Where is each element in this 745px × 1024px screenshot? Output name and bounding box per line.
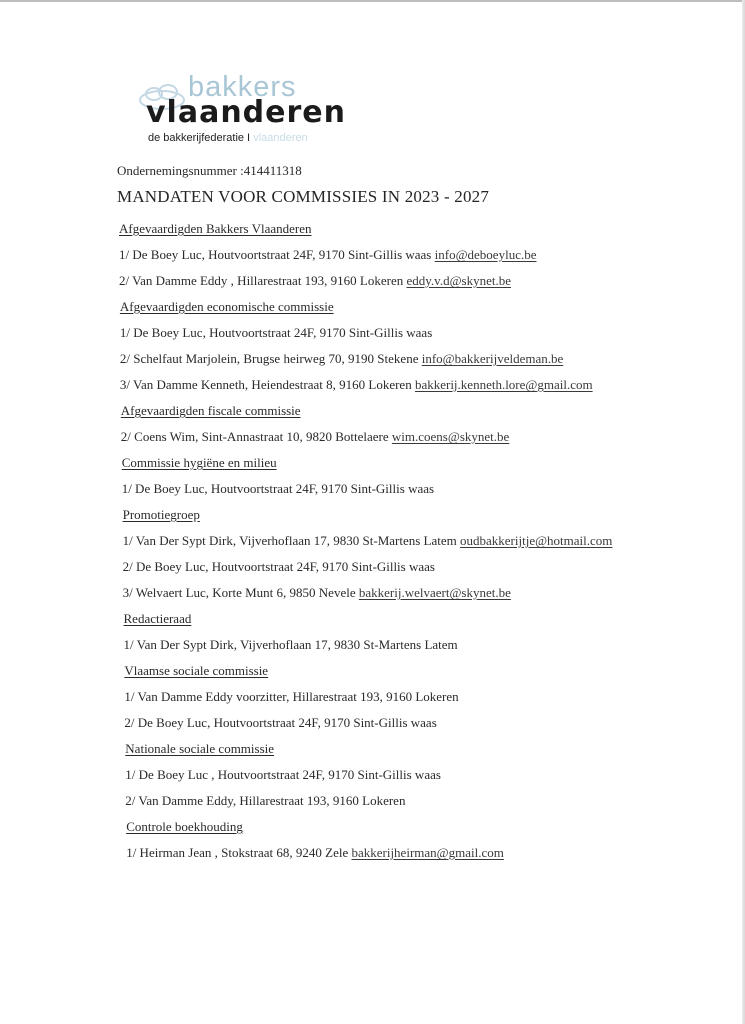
logo-tagline-faint-text: vlaanderen (253, 132, 308, 144)
logo-top-word: bakkers (188, 71, 297, 103)
mandate-entry-text: 1/ De Boey Luc, Houtvoortstraat 24F, 9170 Sint-Gillis waas (119, 325, 433, 340)
mandate-entry-text: 2/ Van Damme Eddy, Hillarestraat 193, 9160 Lokeren (125, 793, 406, 808)
scan-edge (0, 0, 745, 2)
mandate-entry (120, 377, 593, 393)
email-link[interactable]: oudbakkerijtje@hotmail.com (460, 533, 613, 548)
mandate-entry-text: 1/ Van Damme Eddy voorzitter, Hillarestraat 193, 9160 Lokeren (124, 689, 459, 704)
mandate-entry (124, 689, 458, 705)
email-link[interactable]: bakkerij.welvaert@skynet.be (358, 585, 511, 600)
email-link[interactable]: wim.coens@skynet.be (391, 429, 510, 444)
section-heading: Controle boekhouding (126, 819, 243, 834)
section-heading: Promotiegroep (122, 507, 200, 522)
bakkers-vlaanderen-logo (136, 71, 406, 148)
mandate-entry-text: 2/ De Boey Luc, Houtvoortstraat 24F, 9170 Sint-Gillis waas (124, 715, 437, 730)
section-heading: Commissie hygiëne en milieu (121, 455, 277, 470)
mandate-entry-text: 1/ Van Der Sypt Dirk, Vijverhoflaan 17, 9830 St-Martens Latem (122, 533, 460, 548)
document-title: MANDATEN VOOR COMMISSIES IN 2023 - 2027 (117, 187, 490, 206)
mandate-entry (122, 481, 434, 497)
logo-tagline (148, 132, 308, 144)
logo-main-word: vlaanderen (146, 95, 347, 130)
mandate-entry (123, 559, 435, 575)
logo-tagline-text: de bakkerijfederatie I (148, 132, 251, 144)
mandate-entry (123, 533, 613, 549)
mandate-entry (121, 429, 510, 445)
email-link[interactable]: eddy.v.d@skynet.be (406, 273, 512, 288)
mandate-entry (126, 845, 504, 861)
mandate-entry (123, 585, 511, 601)
section-heading: Afgevaardigden Bakkers Vlaanderen (119, 221, 312, 236)
mandate-entry-text: 2/ Van Damme Eddy , Hillarestraat 193, 9160 Lokeren (119, 273, 407, 288)
email-link[interactable]: info@bakkerijveldeman.be (421, 351, 564, 366)
mandate-entry (120, 351, 563, 367)
mandate-entry (125, 793, 405, 809)
mandate-entry (120, 325, 432, 341)
mandate-entry-text: 2/ Schelfaut Marjolein, Brugse heirweg 70, 9190 Stekene (119, 351, 422, 366)
mandate-entry-text: 1/ De Boey Luc, Houtvoortstraat 24F, 9170 Sint-Gillis waas (119, 247, 435, 262)
mandate-entry-text: 1/ De Boey Luc , Houtvoortstraat 24F, 9170 Sint-Gillis waas (125, 767, 441, 782)
mandate-entry-text: 2/ Coens Wim, Sint-Annastraat 10, 9820 Bottelaere (120, 429, 392, 444)
section-heading: Redactieraad (123, 611, 192, 626)
mandate-entry-text: 1/ Van Der Sypt Dirk, Vijverhoflaan 17, 9830 St-Martens Latem (123, 637, 458, 652)
email-link[interactable]: info@deboeyluc.be (434, 247, 537, 262)
mandate-entry-text: 3/ Van Damme Kenneth, Heiendestraat 8, 9160 Lokeren (119, 377, 415, 392)
email-link[interactable]: bakkerijheirman@gmail.com (351, 845, 504, 860)
mandate-entry (119, 273, 511, 289)
section-heading: Afgevaardigden fiscale commissie (120, 403, 301, 418)
company-number: Ondernemingsnummer :414411318 (117, 163, 302, 178)
mandate-entry-text: 2/ De Boey Luc, Houtvoortstraat 24F, 9170 Sint-Gillis waas (122, 559, 435, 574)
section-heading: Vlaamse sociale commissie (124, 663, 269, 678)
mandate-entry-text: 1/ De Boey Luc, Houtvoortstraat 24F, 9170 Sint-Gillis waas (121, 481, 435, 496)
mandate-entry-text: 3/ Welvaert Luc, Korte Munt 6, 9850 Nevele (122, 585, 359, 600)
section-heading: Nationale sociale commissie (125, 741, 275, 756)
section-heading: Afgevaardigden economische commissie (119, 299, 334, 314)
mandate-entry-text: 1/ Heirman Jean , Stokstraat 68, 9240 Zele (126, 845, 352, 860)
mandate-entry (125, 767, 441, 783)
mandate-entry (124, 637, 458, 653)
email-link[interactable]: bakkerij.kenneth.lore@gmail.com (414, 377, 593, 392)
mandate-entry (124, 715, 436, 731)
mandate-entry (119, 247, 536, 263)
